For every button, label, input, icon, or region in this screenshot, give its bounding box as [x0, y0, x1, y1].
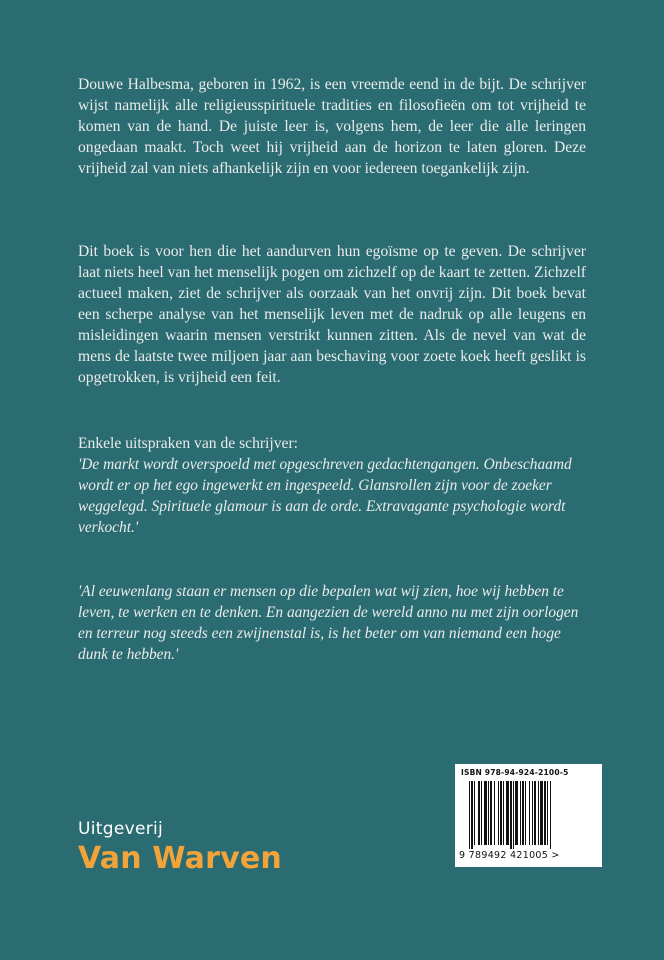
description-paragraph-1: Douwe Halbesma, geboren in 1962, is een vreemde eend in de bijt. De schrijver wijst namelijk alle religieusspirituele tradities en filosofieën om tot vrijheid te komen van de hand. De juiste leer is, volgens hem, de leer die alle leringen ongedaan maakt. Toch weet hij vrijheid aan de horizon te laten gloren. Deze vrijheid zal van niets afhankelijk zijn en voor iedereen toegankelijk zijn.	[78, 76, 586, 177]
publisher-logo	[78, 819, 282, 876]
barcode-digits: 9 789492 421005 >	[459, 850, 560, 861]
author-quote-1: 'De markt wordt overspoeld met opgeschreven gedachtengangen. Onbeschaamd wordt er op het ego ingewerkt en ingespeeld. Glansrollen zijn voor de zoeker weggelegd. Spirituele glamour is aan de orde. Extravagante psychologie wordt verkocht.'	[78, 456, 572, 536]
publisher-name: Van Warven	[78, 841, 282, 876]
barcode-bars	[469, 781, 589, 849]
isbn-text: ISBN 978-94-924-2100-5	[461, 768, 569, 777]
description-paragraph-2: Dit boek is voor hen die het aandurven hun egoïsme op te geven. De schrijver laat niets heel van het menselijk pogen om zichzelf op de kaart te zetten. Zichzelf actueel maken, ziet de schrijver als oorzaak van het onvrij zijn. Dit boek bevat een scherpe analyse van het menselijk leven met de nadruk op alle leugens en misleidingen waarin mensen verstrikt kunnen zitten. Als de nevel van wat de mens de laatste twee miljoen jaar aan beschaving voor zoete koek heeft geslikt is opgetrokken, is vrijheid een feit.	[78, 243, 586, 386]
author-quote-2: 'Al eeuwenlang staan er mensen op die bepalen wat wij zien, hoe wij hebben te leven, te werken en te denken. En aangezien de wereld anno nu met zijn oorlogen en terreur nog steeds een zwijnenstal is, is het beter om van niemand een hoge dunk te hebben.'	[78, 583, 579, 663]
isbn-barcode	[455, 764, 602, 867]
publisher-label: Uitgeverij	[78, 819, 164, 839]
quotes-heading: Enkele uitspraken van de schrijver:	[78, 435, 298, 452]
